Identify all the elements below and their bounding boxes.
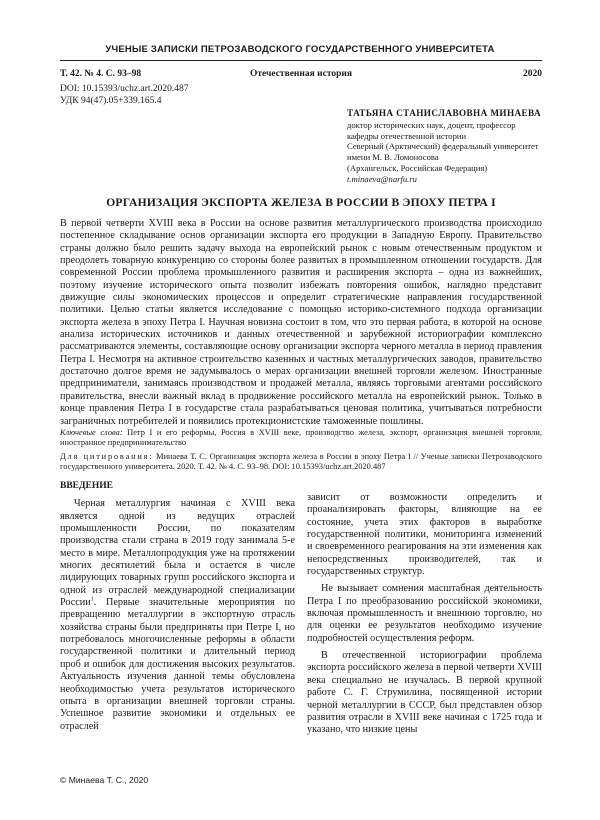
author-position: доктор исторических наук, доцент, профессор кафедры отечественной истории bbox=[347, 119, 516, 141]
right-paragraph-2: Не вызывает сомнения масштабная деятельность Петра I по преобразованию российской экономики, включая промышленность и внешнюю торговлю, но для оценки ее результатов необходимо изучение подробностей осуществления реформ. bbox=[307, 583, 542, 644]
abstract: В первой четверти XVIII века в России на основе развития металлургического производства происходило постепенное складывание основ организации экспорта его продукции в Западную Европу. Правительство страны должно было решить задачу выхода на европейский рынок с новым отечественным продуктом и преодолеть товарную конкуренцию со стороны более развитых в промышленном отношении государств. Для современной России проблема промышленного развития и расширения экспорта – одна из важнейших, поэтому изучение исторического опыта позволит избежать повторения ошибок, наглядно представит движущие силы экономических процессов и определит стратегические направления государственной политики. Целью статьи является исследование с помощью историко-системного подхода организации экспорта железа в эпоху Петра I. Научная новизна состоит в том, что это первая работа, в которой на основе анализа исторических источников и данных отечественной и зарубежной историографии комплексно рассматриваются элементы, составляющие основу организации экспорта черного металла в период правления Петра I. Несмотря на активное строительство казенных и частных металлургических заводов, правительство достаточно долгое время не задумывалось о мерах организации внешней торговли железом. Иностранные предприниматели, занимаясь производством и продажей металла, являясь торговыми агентами российского правительства, внесли важный вклад в продвижение российского металла на европейский рынок. Только в конце правления Петра I в государстве стала разрабатываться ценовая политика, учитываться потребности заграничных потребителей и появились протекционистские таможенные пошлины. bbox=[60, 218, 542, 427]
author-email: t.minaeva@narfu.ru bbox=[347, 173, 417, 184]
intro-paragraph-1 bbox=[60, 498, 295, 733]
footnote-mark: 1 bbox=[90, 596, 94, 603]
citation bbox=[60, 452, 542, 473]
right-paragraph-3: В отечественной историографии проблема экспорта российского железа в первой четверти XVIII века специально не изучалась. В первой крупной работе С. Г. Струмилина, посвященной истории черной металлургии в СССР, был представлен обзор развития отрасли в XVIII веке начиная с 1725 года и указано, что низкие цены bbox=[307, 650, 542, 736]
citation-label: Для цитирования: bbox=[60, 452, 154, 461]
keywords-text: Петр I и его реформы, Россия в XVIII веке, производство железа, экспорт, организация внешней торговли, иностранное предпринимательство bbox=[60, 428, 542, 448]
keywords-label: Ключевые слова: bbox=[60, 428, 123, 437]
section-name: Отечественная история bbox=[249, 69, 353, 79]
article-title: ОРГАНИЗАЦИЯ ЭКСПОРТА ЖЕЛЕЗА В РОССИИ В ЭПОХУ ПЕТРА I bbox=[106, 196, 496, 209]
volume-pages: Т. 42. № 4. С. 93–98 bbox=[60, 69, 142, 79]
right-column bbox=[307, 492, 542, 742]
citation-text: Минаева Т. С. Организация экспорта железа в России в эпоху Петра I // Ученые записки Петрозаводского государственного университета. 2020. Т. 42. № 4. С. 93–98. DOI: 10.15393/uchz.art.2020.487 bbox=[60, 452, 542, 472]
header-rule bbox=[60, 60, 542, 61]
author-block bbox=[347, 108, 547, 185]
copyright: © Минаева Т. С., 2020 bbox=[60, 775, 149, 785]
left-column bbox=[60, 480, 295, 738]
intro-text-part-1: Черная металлургия начиная с XVIII века является одной из ведущих отраслей промышленности России, по показателям производства стали страна в 2019 году занимала 5-е место в мире. Металлопродукция уже на протяжении многих десятилетий была и остается в числе лидирующих товарных групп российского экспорта и одной из отраслей международной специализации России bbox=[60, 498, 295, 609]
doi: DOI: 10.15393/uchz.art.2020.487 bbox=[60, 84, 189, 94]
keywords bbox=[60, 428, 542, 449]
author-name: ТАТЬЯНА СТАНИСЛАВОВНА МИНАЕВА bbox=[347, 108, 542, 118]
author-affiliation: Северный (Арктический) федеральный университет имени М. В. Ломоносова bbox=[347, 141, 539, 163]
author-location: (Архангельск, Российская Федерация) bbox=[347, 162, 488, 173]
intro-text-part-2: . Первые значительные мероприятия по превращению металлургии в экспортную отрасль хозяйства страны были предприняты при Петре I, но потребовалось многочисленные реформы в области государственной политики и длительный период проб и ошибок для достижения высоких результатов. Актуальность изучения данной темы обусловлена необходимостью учета результатов исторического опыта в организации внешней торговли страны. Успешное развитие экономики и отдельных ее отраслей bbox=[60, 597, 295, 732]
intro-heading: ВВЕДЕНИЕ bbox=[60, 481, 113, 491]
udc: УДК 94(47).05+339.165.4 bbox=[60, 95, 162, 106]
publication-year: 2020 bbox=[523, 69, 542, 79]
identifiers bbox=[60, 84, 189, 107]
journal-title: УЧЕНЫЕ ЗАПИСКИ ПЕТРОЗАВОДСКОГО ГОСУДАРСТВЕННОГО УНИВЕРСИТЕТА bbox=[105, 44, 495, 55]
right-paragraph-1: зависит от возможности определить и проанализировать факторы, влияющие на ее состояние, учета этих факторов в выработке государственной политики, мониторинга изменений и своевременного реагирования на эти изменения как непосредственных производителей, так и государственных структур. bbox=[307, 492, 542, 578]
